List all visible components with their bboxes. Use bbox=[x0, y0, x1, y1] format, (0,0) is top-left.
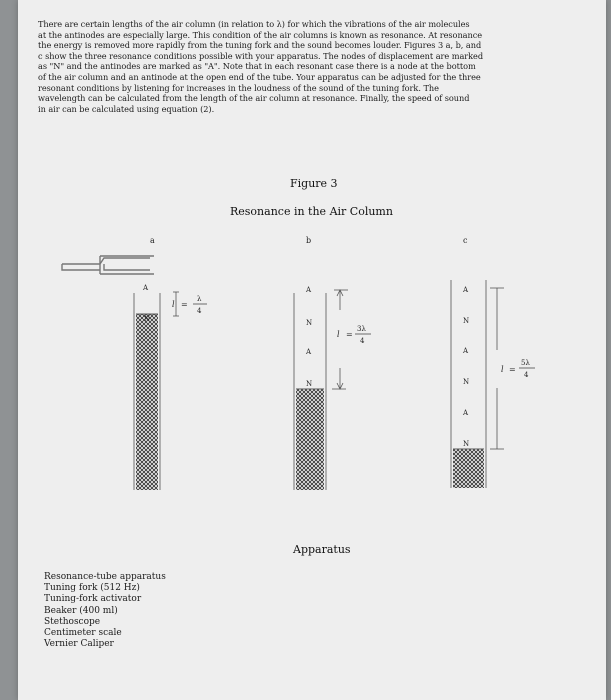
paragraph-line: at the antinodes are especially large. This condition of the air columns is known as resonance. At resonance bbox=[38, 29, 483, 40]
list-item: Beaker (400 ml) bbox=[44, 605, 118, 616]
formula-equals: = bbox=[346, 330, 353, 339]
formula-numerator: λ bbox=[197, 295, 202, 303]
figure-title: Resonance in the Air Column bbox=[230, 205, 393, 218]
paragraph-line: c show the three resonance conditions possible with your apparatus. The nodes of displacement are marked bbox=[38, 50, 484, 61]
figure-number: Figure 3 bbox=[290, 177, 338, 190]
list-item: Resonance-tube apparatus bbox=[44, 572, 166, 582]
water-column-a bbox=[136, 314, 158, 490]
formula-numerator: 3λ bbox=[357, 325, 366, 333]
formula-numerator: 5λ bbox=[521, 359, 530, 367]
node-marker: N bbox=[144, 315, 151, 323]
water-column-c bbox=[453, 449, 484, 488]
water-column-b bbox=[296, 389, 324, 490]
paragraph-line: resonant conditions by listening for increases in the loudness of the sound of the tuning fork. The bbox=[38, 82, 439, 93]
antinode-marker: A bbox=[463, 409, 469, 417]
list-item: Tuning-fork activator bbox=[44, 594, 142, 605]
paragraph-line: as "N" and the antinodes are marked as "A". Note that in each resonant case there is a node at the bottom bbox=[38, 61, 476, 72]
formula-l: l bbox=[501, 365, 504, 374]
formula-denominator: 4 bbox=[360, 337, 365, 345]
antinode-marker: A bbox=[306, 348, 312, 356]
node-marker: N bbox=[463, 440, 470, 448]
formula-l: l bbox=[337, 330, 340, 339]
node-marker: N bbox=[463, 378, 470, 386]
antinode-marker: A bbox=[463, 347, 469, 355]
apparatus-heading: Apparatus bbox=[293, 543, 351, 556]
list-item: Stethoscope bbox=[44, 616, 101, 627]
paragraph-line: There are certain lengths of the air column (in relation to λ) for which the vibrations of the air molecules bbox=[38, 19, 470, 29]
paragraph-line: of the air column and an antinode at the open end of the tube. Your apparatus can be adjusted for the three bbox=[38, 71, 481, 82]
apparatus-list bbox=[44, 572, 166, 650]
node-marker: N bbox=[306, 380, 313, 388]
paragraph-line: in air can be calculated using equation (2). bbox=[38, 103, 215, 114]
paragraph-line: the energy is removed more rapidly from the tuning fork and the sound becomes louder. Figures 3 a, b, and bbox=[38, 40, 482, 51]
list-item: Vernier Caliper bbox=[44, 639, 114, 650]
list-item: Tuning fork (512 Hz) bbox=[44, 583, 140, 594]
tuning-fork-icon bbox=[62, 256, 154, 274]
panel-b-label: b bbox=[306, 236, 312, 245]
formula-denominator: 4 bbox=[524, 371, 529, 379]
list-item: Centimeter scale bbox=[44, 628, 122, 639]
formula-equals: = bbox=[181, 300, 188, 309]
formula-l: l bbox=[172, 300, 175, 309]
node-marker: N bbox=[463, 317, 470, 325]
node-marker: N bbox=[306, 319, 313, 327]
length-indicator-b bbox=[332, 290, 348, 389]
antinode-marker: A bbox=[143, 284, 149, 292]
panel-a-label: a bbox=[150, 236, 155, 245]
panel-c-label: c bbox=[463, 236, 468, 245]
antinode-marker: A bbox=[463, 286, 469, 294]
paragraph-line: wavelength can be calculated from the length of the air column at resonance. Finally, the speed of sound bbox=[38, 93, 470, 104]
formula-denominator: 4 bbox=[197, 307, 202, 315]
antinode-marker: A bbox=[306, 286, 312, 294]
formula-equals: = bbox=[509, 365, 516, 374]
